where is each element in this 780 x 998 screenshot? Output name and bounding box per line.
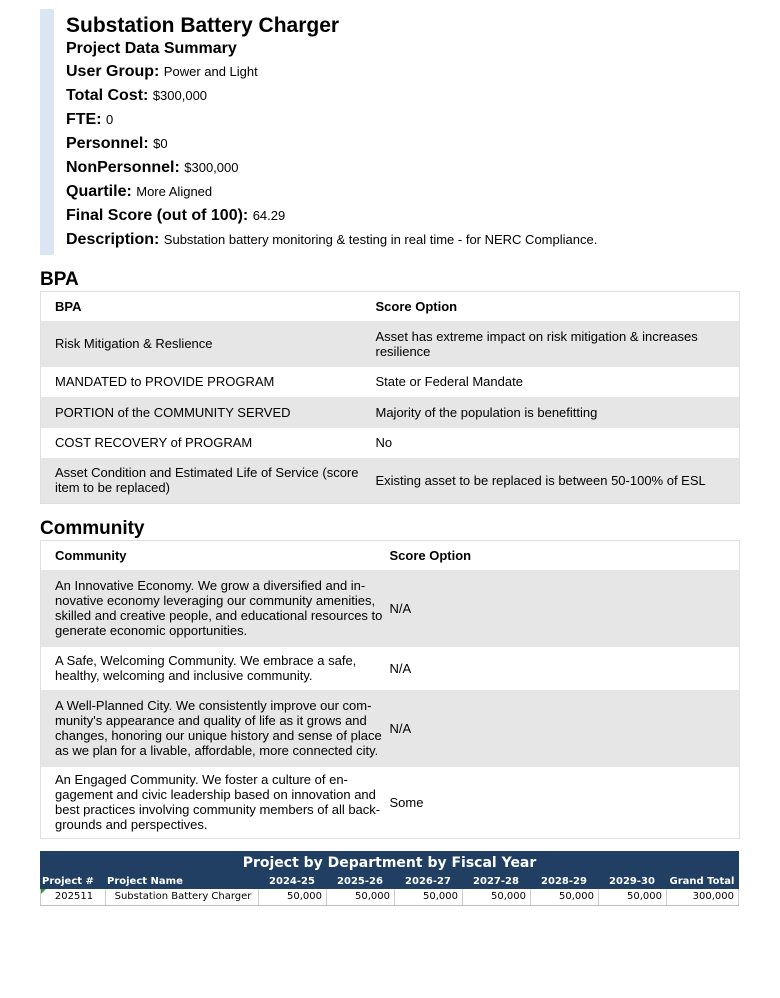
field-nonpersonnel <box>66 159 740 177</box>
column-header: Score Option <box>390 541 740 570</box>
amount-cell: 50,000 <box>599 889 667 905</box>
column-header: Project Name <box>107 876 183 887</box>
field-value: $300,000 <box>184 160 239 175</box>
column-header: Project # <box>42 876 94 887</box>
field-total-cost <box>66 87 740 105</box>
amount-cell: 50,000 <box>531 889 599 905</box>
field-personnel <box>66 135 740 153</box>
table-row <box>41 767 740 839</box>
table-header-row <box>41 541 740 570</box>
field-label: NonPersonnel: <box>66 159 180 176</box>
column-header: 2026-27 <box>405 876 451 887</box>
field-label: Final Score (out of 100): <box>66 207 249 224</box>
score-option-cell: Asset has extreme impact on risk mitigation & increases resilience <box>376 321 740 367</box>
field-value: $0 <box>153 136 168 151</box>
table-row <box>41 428 740 458</box>
criterion-cell: COST RECOVERY of PROGRAM <box>41 428 376 458</box>
amount-cell: 50,000 <box>327 889 395 905</box>
column-header: 2027-28 <box>473 876 519 887</box>
score-option-cell: N/A <box>390 690 740 767</box>
project-subtitle: Project Data Summary <box>66 40 237 57</box>
column-header: 2028-29 <box>541 876 587 887</box>
bpa-table <box>40 291 740 504</box>
field-value: Substation battery monitoring & testing in real time - for NERC Compliance. <box>163 232 598 247</box>
criterion-cell: PORTION of the COMMUNITY SERVED <box>41 397 376 428</box>
field-label: Total Cost: <box>66 87 149 104</box>
amount-cell: 50,000 <box>259 889 327 905</box>
column-header: Grand Total <box>669 876 735 887</box>
field-fte <box>66 111 740 129</box>
criterion-cell: An Engaged Community. We foster a culture of en-gagement and civic leadership based on innovation and best practices involving community members of all back-grounds and perspectives. <box>41 767 390 839</box>
field-quartile <box>66 183 740 201</box>
project-name-cell: Substation Battery Charger <box>106 889 259 905</box>
bpa-section-title: BPA <box>40 269 79 290</box>
column-header: 2029-30 <box>609 876 655 887</box>
criterion-cell: An Innovative Economy. We grow a diversified and in-novative economy leveraging our community amenities, skilled and creative people, and educational resources to generate economic opportunities. <box>41 570 390 647</box>
field-label: Description: <box>66 231 160 248</box>
table-row <box>41 321 740 367</box>
fiscal-year-table <box>40 851 739 906</box>
grand-total-cell: 300,000 <box>667 889 739 905</box>
table-row <box>41 690 740 767</box>
fiscal-year-header <box>40 851 739 889</box>
column-header: Community <box>41 541 390 570</box>
field-value: Power and Light <box>163 64 258 79</box>
field-label: User Group: <box>66 63 160 80</box>
project-summary <box>40 9 740 255</box>
column-header: Score Option <box>376 292 740 321</box>
field-value: 64.29 <box>252 208 286 223</box>
score-option-cell: N/A <box>390 570 740 647</box>
table-row <box>41 458 740 504</box>
table-row <box>41 397 740 428</box>
criterion-cell: Risk Mitigation & Reslience <box>41 321 376 367</box>
score-option-cell: Majority of the population is benefitting <box>376 397 740 428</box>
amount-cell: 50,000 <box>395 889 463 905</box>
field-final-score <box>66 207 740 225</box>
cell-comment-marker <box>41 889 46 894</box>
column-header: 2024-25 <box>269 876 315 887</box>
score-option-cell: N/A <box>390 647 740 690</box>
score-option-cell: Some <box>390 767 740 839</box>
table-row <box>41 647 740 690</box>
community-table <box>40 540 740 839</box>
project-number-cell: 202511 <box>41 889 106 905</box>
criterion-cell: A Safe, Welcoming Community. We embrace a safe, healthy, welcoming and inclusive community. <box>41 647 390 690</box>
fiscal-year-columns <box>40 875 739 889</box>
fiscal-year-title: Project by Department by Fiscal Year <box>242 855 537 871</box>
score-option-cell: Existing asset to be replaced is between 50-100% of ESL <box>376 458 740 504</box>
table-row <box>41 367 740 397</box>
table-row <box>41 570 740 647</box>
project-title: Substation Battery Charger <box>66 14 340 37</box>
criterion-cell: A Well-Planned City. We consistently improve our com-munity's appearance and quality of life as it grows and changes, honoring our unique history and sense of place as we plan for a livable, affordable, more connected city. <box>41 690 390 767</box>
field-description <box>66 231 740 249</box>
field-label: FTE: <box>66 111 102 128</box>
score-option-cell: State or Federal Mandate <box>376 367 740 397</box>
table-row <box>40 889 739 906</box>
amount-cell: 50,000 <box>463 889 531 905</box>
field-user-group <box>66 63 740 81</box>
field-value: 0 <box>106 112 114 127</box>
column-header: 2025-26 <box>337 876 383 887</box>
community-section-title: Community <box>40 518 145 539</box>
field-value: $300,000 <box>152 88 208 103</box>
criterion-cell: MANDATED to PROVIDE PROGRAM <box>41 367 376 397</box>
field-value: More Aligned <box>136 184 213 199</box>
table-header-row <box>41 292 740 321</box>
column-header: BPA <box>41 292 376 321</box>
field-label: Quartile: <box>66 183 132 200</box>
field-label: Personnel: <box>66 135 149 152</box>
criterion-cell: Asset Condition and Estimated Life of Service (score item to be replaced) <box>41 458 376 504</box>
score-option-cell: No <box>376 428 740 458</box>
